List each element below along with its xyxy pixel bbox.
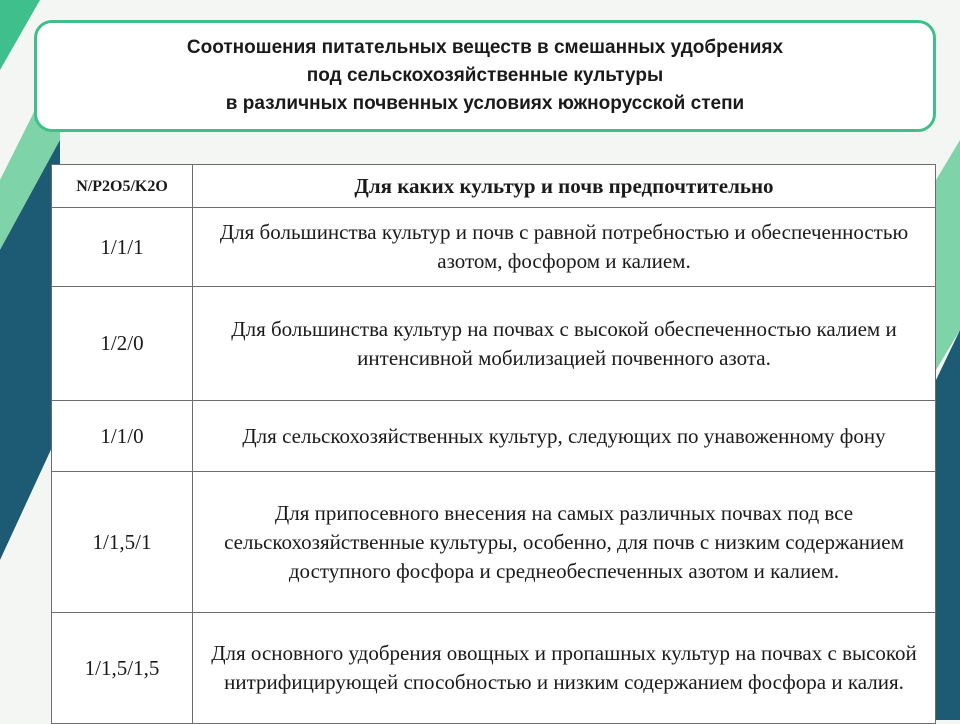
title-line-2: под сельскохозяйственные культуры	[306, 65, 664, 86]
description-cell: Для большинства культур и почв с равной потребностью и обеспеченностью азотом, фосфором и калием.	[193, 208, 936, 287]
title-line-1: Соотношения питательных веществ в смешанных удобрениях	[186, 37, 784, 58]
stripe-light-green-right	[936, 140, 960, 370]
description-cell: Для сельскохозяйственных культур, следующих по унавоженному фону	[193, 401, 936, 472]
header-description: Для каких культур и почв предпочтительно	[193, 165, 936, 208]
description-cell: Для припосевного внесения на самых различных почвах под все сельскохозяйственные культуры, особенно, для почв с низким содержанием доступного фосфора и среднеобеспеченных азотом и калием.	[193, 472, 936, 613]
description-cell: Для основного удобрения овощных и пропашных культур на почвах с высокой нитрифицирующей способностью и низким содержанием фосфора и калия.	[193, 613, 936, 724]
ratio-cell: 1/1/0	[52, 401, 193, 472]
table-row	[52, 208, 936, 287]
stripe-dark-teal-right	[936, 330, 960, 720]
ratio-cell: 1/1,5/1,5	[52, 613, 193, 724]
table-row	[52, 613, 936, 724]
title-line-3: в различных почвенных условиях южнорусской степи	[225, 93, 745, 114]
table-row	[52, 287, 936, 401]
ratio-cell: 1/1,5/1	[52, 472, 193, 613]
ratios-table	[51, 164, 936, 724]
description-cell: Для большинства культур на почвах с высокой обеспеченностью калием и интенсивной мобилизацией почвенного азота.	[193, 287, 936, 401]
ratio-cell: 1/2/0	[52, 287, 193, 401]
ratio-cell: 1/1/1	[52, 208, 193, 287]
table-header-row	[52, 165, 936, 208]
table-row	[52, 472, 936, 613]
table-row	[52, 401, 936, 472]
title-box	[34, 20, 936, 132]
header-ratio: N/P2O5/K2O	[52, 165, 193, 208]
